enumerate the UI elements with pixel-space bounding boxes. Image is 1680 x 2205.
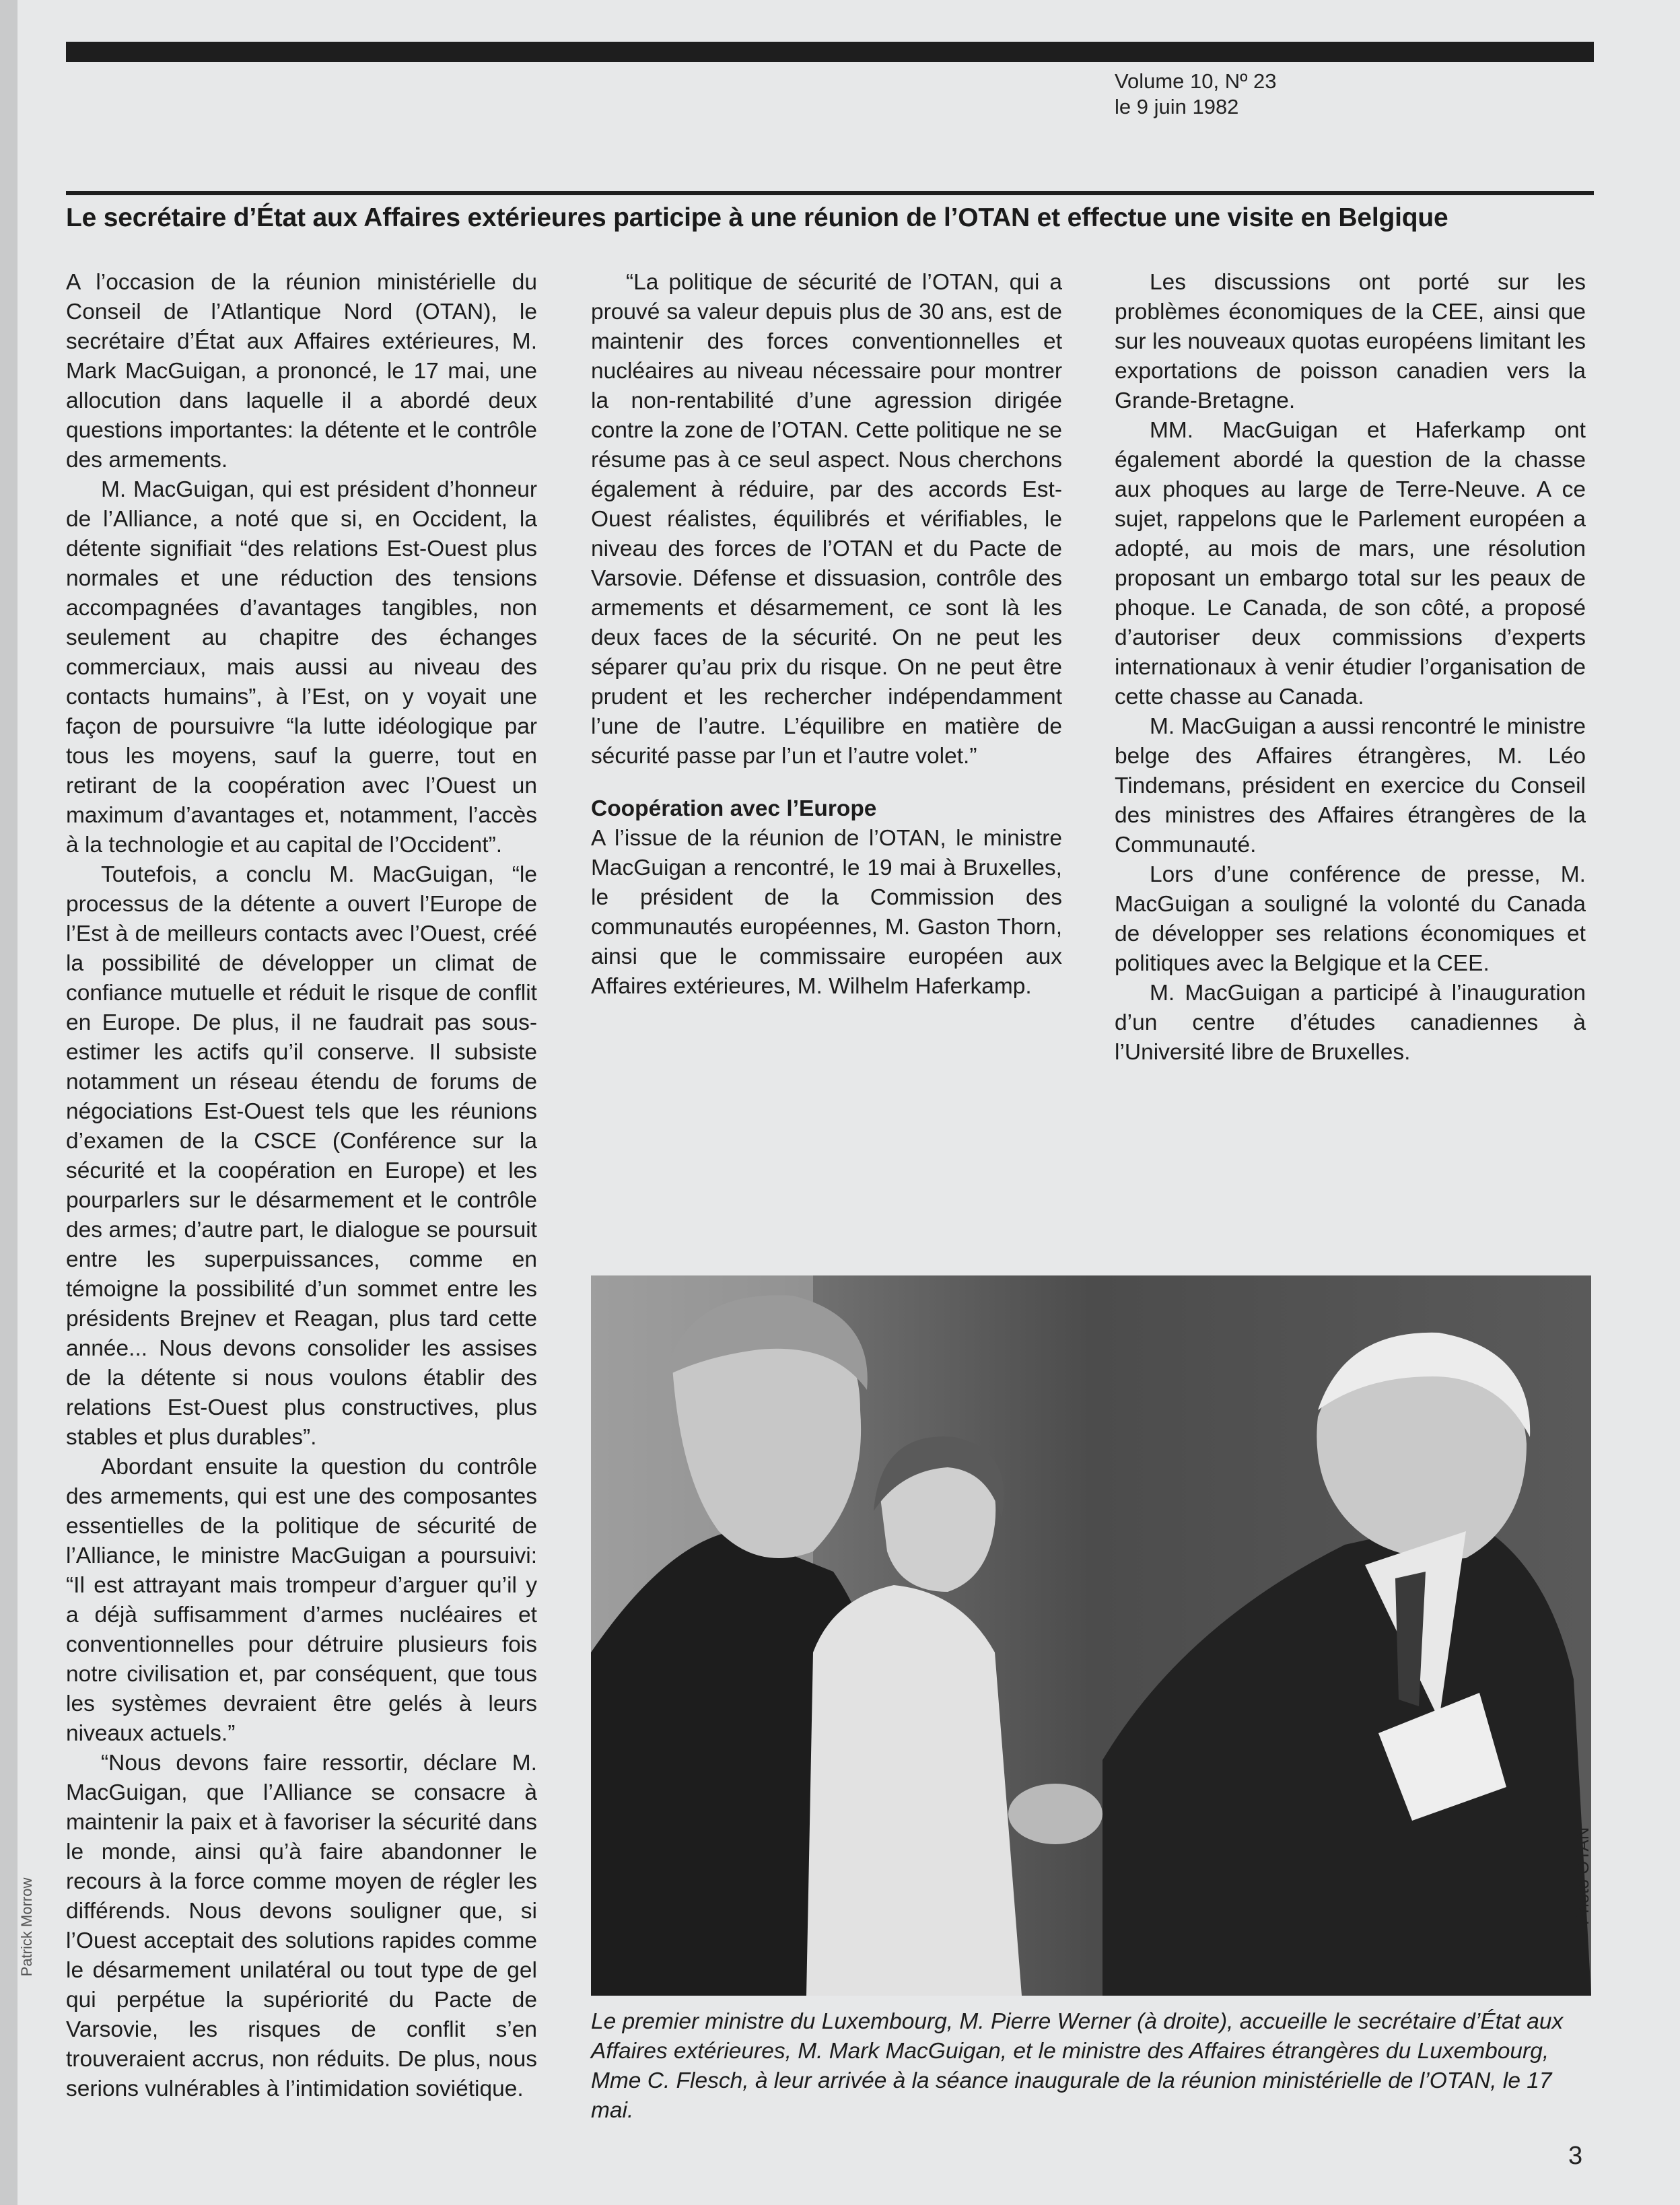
issue-volume: Volume 10, Nº 23 bbox=[1115, 69, 1277, 93]
page-number: 3 bbox=[1568, 2142, 1583, 2170]
photo-credit: Photo OTAN bbox=[1572, 1827, 1593, 1925]
paragraph: Les discussions ont porté sur les problèmes économiques de la CEE, ainsi que sur les nouveaux quotas européens limitant les exportations de poisson canadien vers la Grande-Bretagne. bbox=[1115, 270, 1586, 413]
paragraph: A l’occasion de la réunion ministérielle du Conseil de l’Atlantique Nord (OTAN), le secrétaire d’État aux Affaires extérieures, M. Mark MacGuigan, a prononcé, le 17 mai, une allocution dans laquelle il a abordé deux questions importantes: la détente et le contrôle des armements. bbox=[66, 270, 537, 473]
paragraph: A l’issue de la réunion de l’OTAN, le ministre MacGuigan a rencontré, le 19 mai à Bruxelles, le président de la Commission des communautés européennes, M. Gaston Thorn, ainsi que le commissaire européen aux Affaires extérieures, M. Wilhelm Haferkamp. bbox=[591, 826, 1062, 999]
headline: Le secrétaire d’État aux Affaires extérieures participe à une réunion de l’OTAN et effectue une visite en Belgique bbox=[66, 203, 1448, 232]
paragraph: M. MacGuigan, qui est président d’honneur de l’Alliance, a noté que si, en Occident, la détente signifiait “des relations Est-Ouest plus normales et une réduction des tensions accompagnées d’avantages tangibles, non seulement au chapitre des échanges commerciaux, mais aussi au niveau des contacts humains”, à l’Est, on y voyait une façon de poursuivre “la lutte idéologique par tous les moyens, sauf la guerre, tout en retirant de la coopération avec l’Ouest un maximum d’avantages et, notamment, l’accès à la technologie et au capital de l’Occident”. bbox=[66, 477, 537, 858]
article-column-2 bbox=[591, 268, 1062, 1257]
section-subheading: Coopération avec l’Europe bbox=[591, 796, 877, 821]
news-photo bbox=[591, 1275, 1591, 1996]
paragraph: M. MacGuigan a aussi rencontré le ministre belge des Affaires étrangères, M. Léo Tindemans, président en exercice du Conseil des ministres des Affaires étrangères de la Communauté. bbox=[1115, 714, 1586, 858]
headline-rule bbox=[66, 191, 1594, 195]
paragraph: “La politique de sécurité de l’OTAN, qui a prouvé sa valeur depuis plus de 30 ans, est de maintenir des forces conventionnelles et nucléaires au niveau nécessaire pour montrer la non-rentabilité d’une agression dirigée contre la zone de l’OTAN. Cette politique ne se résume pas à ce seul aspect. Nous cherchons également à réduire, par des accords Est-Ouest réalistes, équilibrés et vérifiables, le niveau des forces de l’OTAN et du Pacte de Varsovie. Défense et dissuasion, contrôle des armements et désarmement, ce sont là les deux faces de la sécurité. On ne peut les séparer qu’au prix du risque. On ne peut être prudent et les rechercher indépendamment l’une de l’autre. L’équilibre en matière de sécurité passe par l’un et l’autre volet.” bbox=[591, 270, 1062, 769]
page-gutter bbox=[0, 0, 35, 2205]
paragraph: MM. MacGuigan et Haferkamp ont également abordé la question de la chasse aux phoques au large de Terre-Neuve. A ce sujet, rappelons que le Parlement européen a adopté, au mois de mars, une résolution proposant un embargo total sur les peaux de phoque. Le Canada, de son côté, a proposé d’autoriser deux commissions d’experts internationaux à venir étudier l’organisation de cette chasse au Canada. bbox=[1115, 418, 1586, 709]
issue-info bbox=[1115, 69, 1277, 120]
gutter-credit: Patrick Morrow bbox=[18, 1877, 35, 1977]
paragraph: Toutefois, a conclu M. MacGuigan, “le processus de la détente a ouvert l’Europe de l’Est à de meilleurs contacts avec l’Ouest, créé la possibilité de développer un climat de confiance mutuelle et réduit le risque de conflit en Europe. De plus, il ne faudrait pas sous-estimer les actifs qu’il conserve. Il subsiste notamment un réseau étendu de forums de négociations Est-Ouest tels que les réunions d’examen de la CSCE (Conférence sur la sécurité et la coopération en Europe) et les pourparlers sur le désarmement et le contrôle des armes; d’autre part, le dialogue se poursuit entre les superpuissances, comme en témoigne la possibilité d’un sommet entre les présidents Brejnev et Reagan, plus tard cette année... Nous devons consolider les assises de la détente si nous voulons établir des relations Est-Ouest plus constructives, plus stables et plus durables”. bbox=[66, 862, 537, 1450]
article-column-3 bbox=[1115, 268, 1586, 1257]
top-rule bbox=[66, 42, 1594, 62]
paragraph: M. MacGuigan a participé à l’inauguration d’un centre d’études canadiennes à l’Université libre de Bruxelles. bbox=[1115, 981, 1586, 1065]
paragraph: Abordant ensuite la question du contrôle des armements, qui est une des composantes essentielles de la politique de sécurité de l’Alliance, le ministre MacGuigan a poursuivi: “Il est attrayant mais trompeur d’arguer qu’il y a déjà suffisamment d’armes nucléaires et conventionnelles pour détruire plusieurs fois notre civilisation et, par conséquent, que tous les systèmes devraient être gelés à leurs niveaux actuels.” bbox=[66, 1455, 537, 1746]
article-column-1 bbox=[66, 268, 537, 2146]
paragraph: “Nous devons faire ressortir, déclare M. MacGuigan, que l’Alliance se consacre à maintenir la paix et à favoriser la sécurité dans le monde, ainsi qu’à faire abandonner le recours à la force comme moyen de régler les différends. Nous devons souligner que, si l’Ouest acceptait des solutions rapides comme le désarmement unilatéral ou tout type de gel qui perpétue la supériorité du Pacte de Varsovie, les risques de conflit s’en trouveraient accrus, non réduits. De plus, nous serions vulnérables à l’intimidation soviétique. bbox=[66, 1751, 537, 2101]
issue-date: le 9 juin 1982 bbox=[1115, 95, 1239, 118]
paragraph: Lors d’une conférence de presse, M. MacGuigan a souligné la volonté du Canada de développer ses relations économiques et politiques avec la Belgique et la CEE. bbox=[1115, 862, 1586, 976]
photo-caption: Le premier ministre du Luxembourg, M. Pierre Werner (à droite), accueille le secrétaire d’État aux Affaires extérieures, M. Mark MacGuigan, et le ministre des Affaires étrangères du Luxembourg, Mme C. Flesch, à leur arrivée à la séance inaugurale de la réunion ministérielle de l’OTAN, le 17 mai. bbox=[591, 2009, 1564, 2123]
